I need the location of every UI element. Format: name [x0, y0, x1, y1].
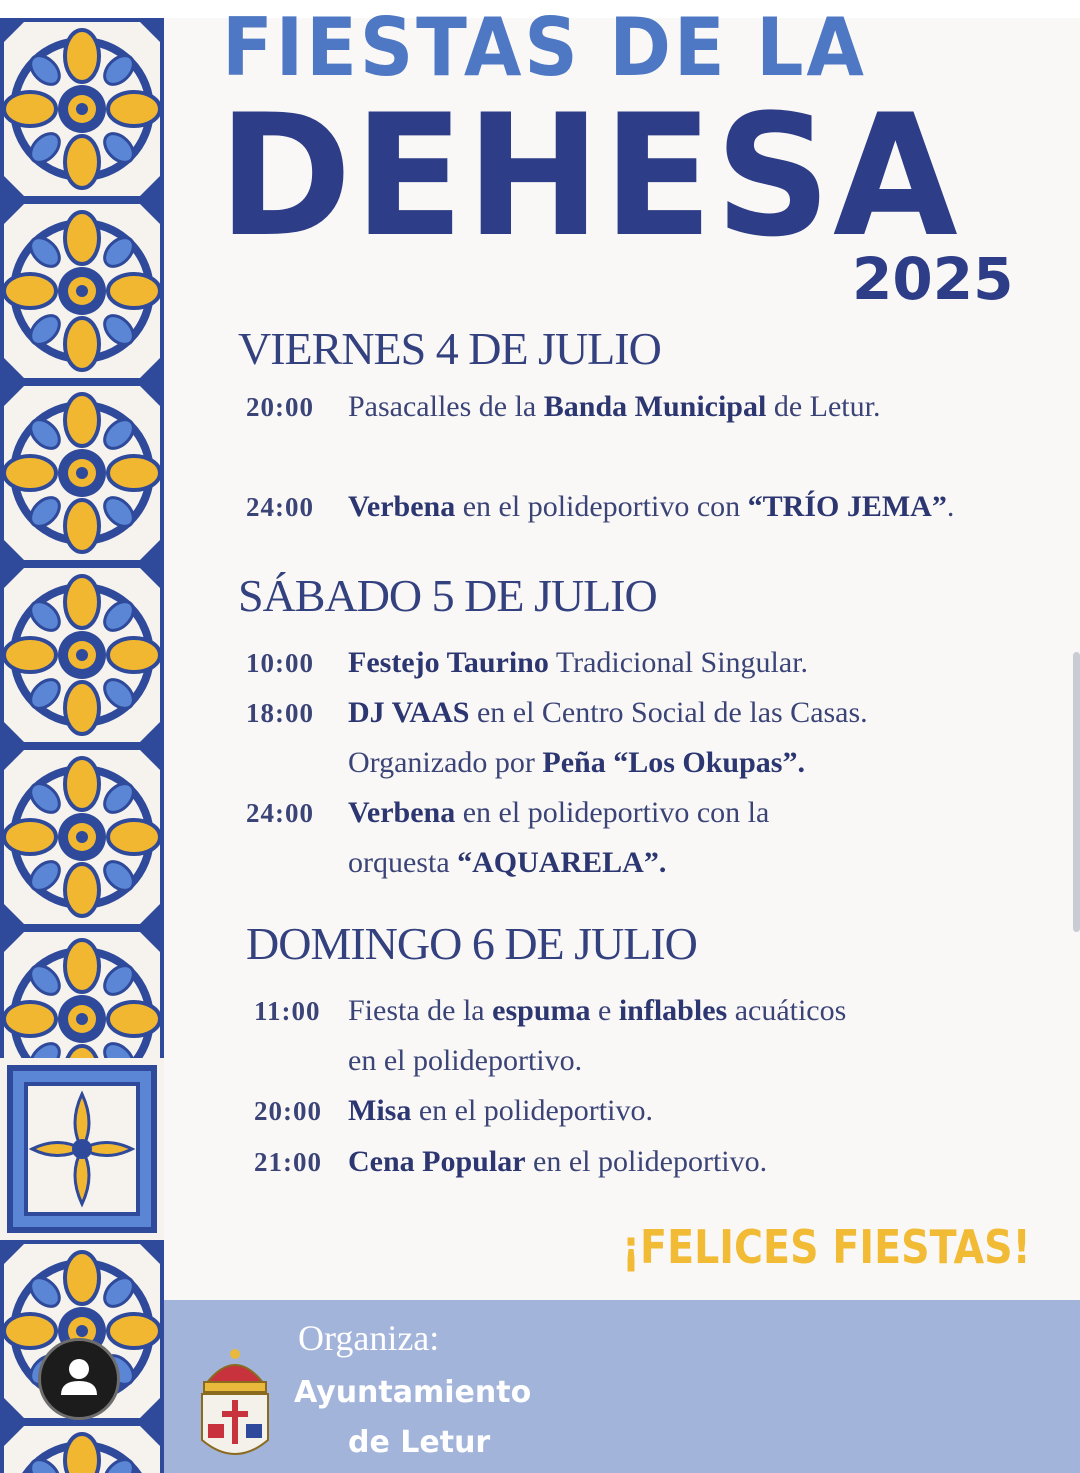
body-text: Organizado por: [348, 746, 543, 779]
highlight-text: Verbena: [348, 490, 456, 523]
felices-fiestas-text: ¡FELICES FIESTAS!: [622, 1220, 1031, 1274]
event-description: [348, 798, 769, 828]
tile-pattern-column: [0, 18, 164, 1473]
event-description-cont: [348, 1046, 582, 1076]
highlight-text: Verbena: [348, 796, 456, 829]
body-text: Tradicional Singular.: [548, 646, 809, 679]
highlight-text: DJ VAAS: [348, 696, 470, 729]
event-time: 24:00: [246, 798, 314, 828]
highlight-text: Festejo Taurino: [348, 646, 549, 679]
event-time: 20:00: [246, 392, 314, 422]
body-text: de Letur.: [766, 390, 881, 423]
highlight-text: Peña “Los Okupas”.: [542, 746, 805, 779]
body-text: acuáticos: [727, 994, 847, 1027]
event-time: 18:00: [246, 698, 314, 728]
event-time: 20:00: [254, 1096, 322, 1126]
event-time: 11:00: [254, 996, 321, 1026]
body-text: en el polideportivo.: [348, 1044, 583, 1077]
user-avatar-button[interactable]: [38, 1338, 120, 1420]
highlight-text: “TRÍO JEMA”: [747, 490, 947, 523]
highlight-text: “AQUARELA”.: [457, 846, 667, 879]
highlight-text: Banda Municipal: [543, 390, 767, 423]
organizer-name-line2: de Letur: [348, 1425, 491, 1460]
event-description: [348, 392, 880, 422]
event-description: [348, 648, 808, 678]
highlight-text: Cena Popular: [348, 1145, 526, 1178]
body-text: en el Centro Social de las Casas.: [469, 696, 868, 729]
event-time: 24:00: [246, 492, 314, 522]
body-text: .: [946, 490, 955, 523]
title-top: FIESTAS DE LA: [222, 1, 867, 94]
day-heading-sabado: SÁBADO 5 DE JULIO: [238, 570, 657, 621]
body-text: en el polideportivo.: [525, 1145, 768, 1178]
event-description: [348, 492, 954, 522]
coat-of-arms-icon: [194, 1344, 276, 1470]
event-time: 21:00: [254, 1147, 322, 1177]
event-description: [348, 698, 868, 728]
event-description: [348, 1096, 653, 1126]
highlight-text: inflables: [618, 994, 728, 1027]
event-description: [348, 1147, 767, 1177]
body-text: en el polideportivo con la: [455, 796, 770, 829]
user-avatar-icon: [41, 1341, 117, 1417]
body-text: Pasacalles de la: [348, 390, 544, 423]
scrollbar-thumb[interactable]: [1073, 652, 1080, 932]
highlight-text: espuma: [492, 994, 591, 1027]
event-description-cont: [348, 848, 666, 878]
day-heading-domingo: DOMINGO 6 DE JULIO: [246, 918, 697, 969]
body-text: en el polideportivo con: [455, 490, 748, 523]
event-description: [348, 996, 846, 1026]
highlight-text: Misa: [348, 1094, 412, 1127]
body-text: orquesta: [348, 846, 458, 879]
organizer-name-line1: Ayuntamiento: [294, 1375, 532, 1410]
body-text: Fiesta de la: [348, 994, 493, 1027]
event-time: 10:00: [246, 648, 314, 678]
organiza-label: Organiza:: [298, 1318, 440, 1358]
title-main: DEHESA: [218, 78, 960, 274]
day-heading-viernes: VIERNES 4 DE JULIO: [238, 323, 661, 374]
title-year: 2025: [852, 245, 1014, 313]
body-text: e: [590, 994, 619, 1027]
body-text: en el polideportivo.: [411, 1094, 653, 1127]
event-description-cont: [348, 748, 805, 778]
